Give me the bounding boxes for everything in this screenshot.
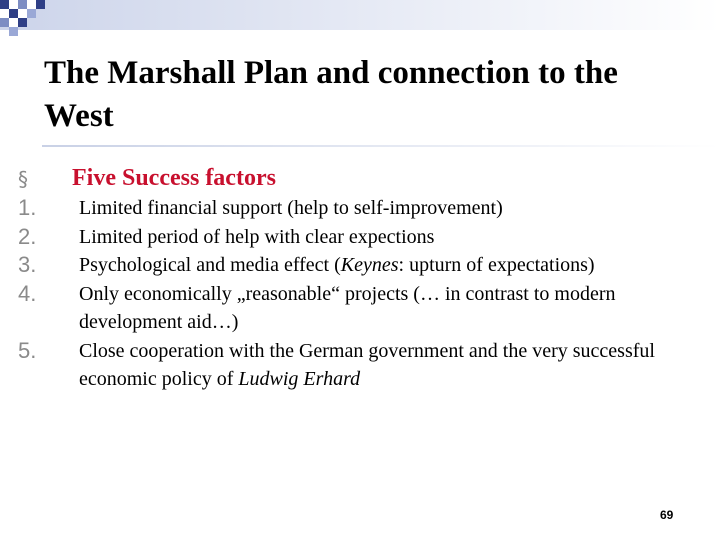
slide-body xyxy=(18,162,678,394)
header-decoration xyxy=(0,0,720,48)
list-item-text: Psychological and media effect ( xyxy=(79,254,341,276)
list-item-italic-name: Ludwig Erhard xyxy=(238,368,361,390)
list-item xyxy=(18,280,678,337)
square-bullet-icon: § xyxy=(18,167,28,191)
title-divider xyxy=(42,145,720,147)
list-item xyxy=(18,223,678,252)
section-heading-text: Five Success factors xyxy=(72,165,276,191)
list-number: 1. xyxy=(18,195,37,220)
section-heading xyxy=(18,162,678,194)
list-number: 4. xyxy=(18,280,37,306)
slide-title: The Marshall Plan and connection to the West xyxy=(44,55,618,134)
list-item xyxy=(18,251,678,280)
list-number: 2. xyxy=(18,223,37,249)
list-item-text: Limited financial support (help to self-improvement) xyxy=(79,197,503,219)
success-factors-list xyxy=(18,194,678,394)
list-item-text: Close cooperation with the German government and the very successful economic policy of xyxy=(79,339,655,390)
list-item-italic-name: Keynes xyxy=(340,254,399,276)
list-item-text: Only economically „reasonable“ projects (… in contrast to modern development aid…) xyxy=(79,282,616,333)
list-item xyxy=(18,337,678,394)
list-item xyxy=(18,194,678,223)
page-number: 69 xyxy=(660,508,674,522)
list-number: 5. xyxy=(18,337,37,363)
list-number: 3. xyxy=(18,252,37,277)
list-item-text: : upturn of expectations) xyxy=(398,254,595,276)
list-item-text: Limited period of help with clear expections xyxy=(79,225,435,248)
